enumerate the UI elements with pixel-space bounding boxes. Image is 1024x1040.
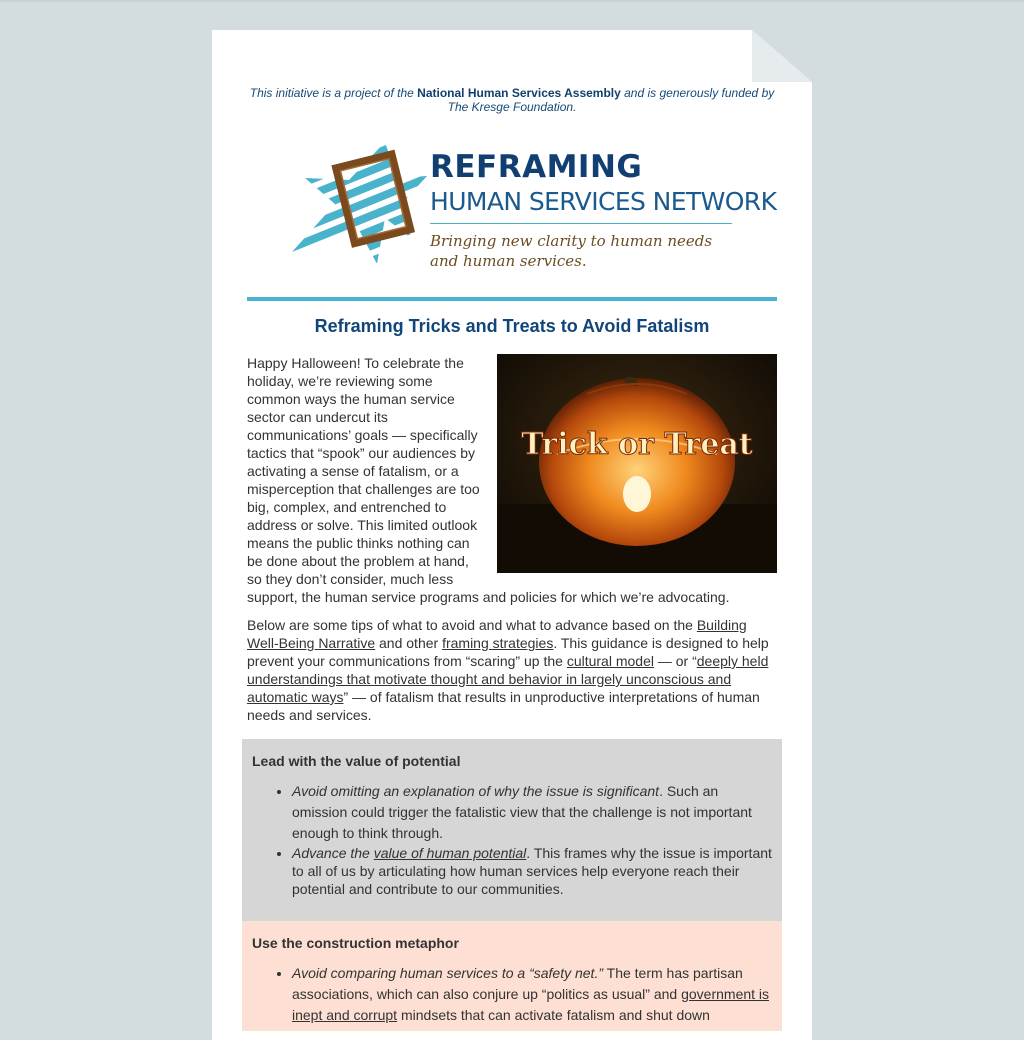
tip-list	[252, 781, 772, 898]
tip-item	[292, 963, 772, 1026]
tip-section-potential	[242, 739, 782, 921]
logo-tagline: Bringing new clarity to human needs and human services.	[430, 232, 713, 270]
page-corner-fold	[752, 30, 812, 82]
tip-item	[292, 844, 772, 898]
guidance-paragraph	[247, 616, 777, 724]
funding-notice	[247, 86, 777, 114]
guidance-text-1: Below are some tips of what to avoid and what to advance based on the	[247, 617, 697, 633]
framing-strategies-link[interactable]: framing strategies	[442, 635, 554, 651]
tip-text: mindsets that can activate fatalism and shut down	[397, 1007, 710, 1023]
header-divider	[247, 297, 777, 301]
tip-avoid-label: Avoid omitting an explanation of why the issue is significant	[292, 783, 660, 799]
deeply-held-understandings-link[interactable]: deeply held understandings that motivate thought and behavior in largely unconscious and automatic ways	[247, 653, 769, 705]
logo-title: REFRAMING	[430, 149, 643, 185]
guidance-text-3: . This guidance is designed to help prevent your communications from “scaring” up the	[247, 635, 769, 669]
logo-divider	[430, 223, 732, 224]
tip-list	[252, 963, 772, 1026]
tip-section-construction	[242, 921, 782, 1031]
tip-text: The term has partisan associations, which can also conjure up “politics as usual” and	[292, 965, 743, 1002]
funding-prefix: This initiative is a project of the	[249, 86, 418, 100]
intro-paragraph	[247, 354, 777, 606]
cultural-model-link[interactable]: cultural model	[566, 653, 654, 669]
section-heading: Use the construction metaphor	[252, 935, 459, 951]
logo-subtitle: HUMAN SERVICES NETWORK	[430, 187, 777, 216]
tip-text: . This frames why the issue is important to all of us by articulating how human services help everyone reach their potential and contribute to our communities.	[292, 845, 772, 897]
tip-avoid-label: Avoid comparing human services to a “safety net.”	[292, 965, 604, 981]
funding-org-name: National Human Services Assembly	[417, 86, 621, 100]
top-border	[0, 0, 1024, 2]
article-headline: Reframing Tricks and Treats to Avoid Fatalism	[314, 316, 710, 336]
tip-item	[292, 781, 772, 844]
pumpkin-carved-text: Trick or Treat	[521, 427, 753, 462]
guidance-text-4: — or “	[653, 653, 697, 669]
guidance-text-5: ” — of fatalism that results in unproductive interpretations of human needs and services.	[247, 689, 760, 723]
tip-advance-label: Advance the	[292, 845, 374, 861]
government-is-inept-link[interactable]: government is inept and corrupt	[292, 986, 770, 1023]
funding-suffix: and is generously funded by The Kresge Foundation.	[447, 86, 775, 114]
jack-o-lantern-image	[497, 354, 777, 573]
guidance-text-2: and other	[375, 635, 443, 651]
building-well-being-narrative-link[interactable]: Building Well-Being Narrative	[247, 617, 747, 651]
section-heading: Lead with the value of potential	[252, 753, 461, 769]
intro-text: Happy Halloween! To celebrate the holiday, we’re reviewing some common ways the human service sector can undercut its communications’ goals — specifically tactics that “spook” our audiences by activating a sense of fatalism, or a misperception that challenges are too big, complex, and entrenched to address or solve. This limited outlook means the public thinks nothing can be done about the problem at hand, so they don’t consider, much less support, the human service programs and policies for which we’re advocating.	[247, 355, 730, 605]
value-of-human-potential-link[interactable]: value of human potential	[373, 845, 527, 861]
tip-text: . Such an omission could trigger the fatalistic view that the challenge is not important enough to think through.	[292, 783, 752, 841]
